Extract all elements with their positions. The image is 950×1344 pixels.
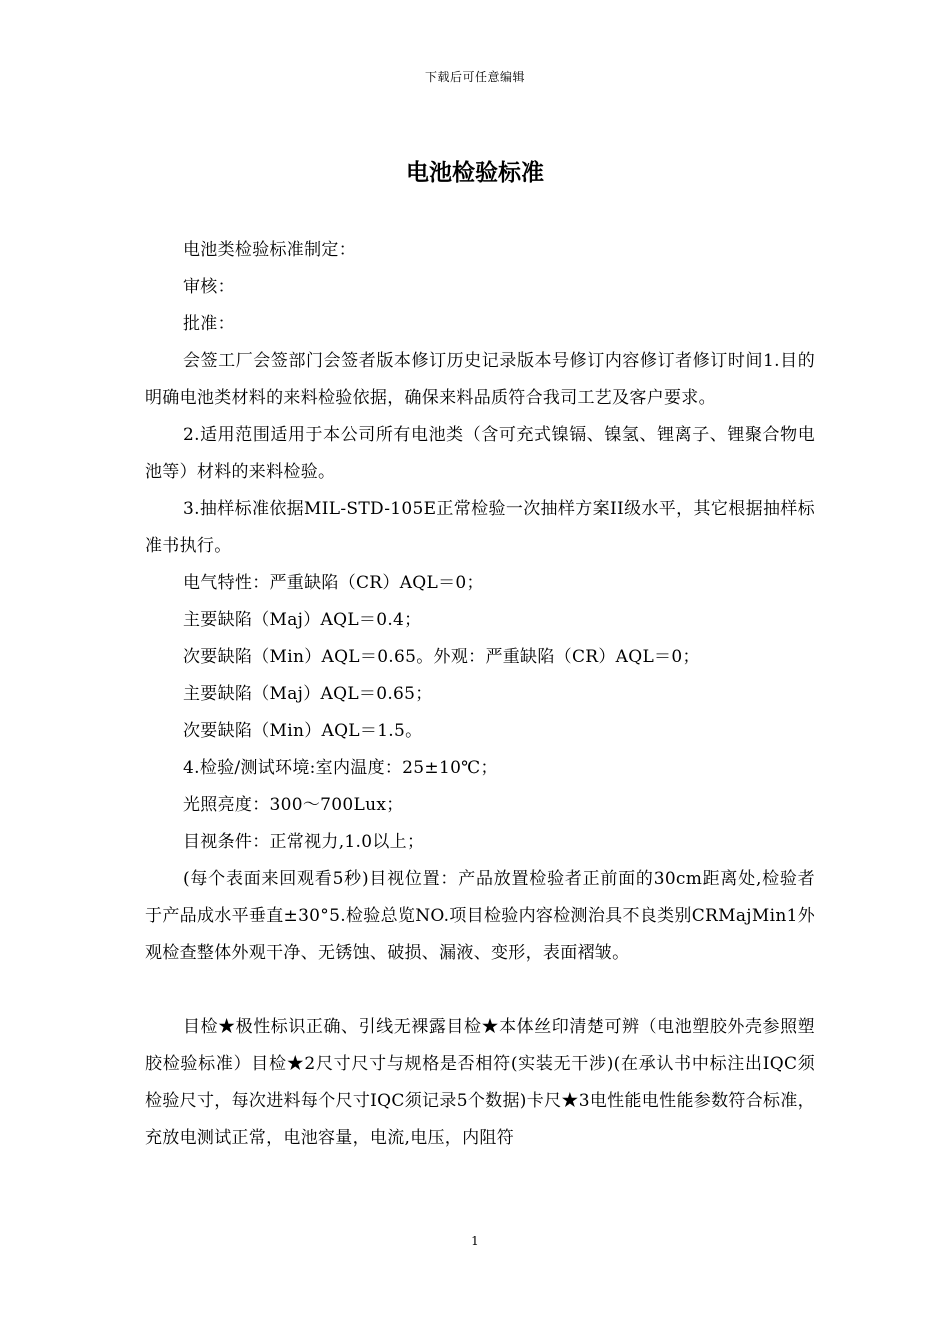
paragraph-purpose: 会签工厂会签部门会签者版本修订历史记录版本号修订内容修订者修订时间1.目的明确电池类材料的来料检验依据，确保来料品质符合我司工艺及客户要求。 [145,351,815,408]
paragraph-appearance-min: 次要缺陷（Min）AQL＝1.5。 [183,721,423,741]
document-body [145,232,815,1157]
paragraph-electrical-cr: 电气特性：严重缺陷（CR）AQL＝0； [183,573,484,593]
paragraph-electrical-maj: 主要缺陷（Maj）AQL＝0.4； [183,610,422,630]
paragraph-environment: 4.检验/测试环境:室内温度：25±10℃； [183,758,498,778]
page-number: 1 [471,1234,479,1248]
paragraph-lighting: 光照亮度：300～700Lux； [183,795,404,815]
header-note: 下载后可任意编辑 [424,70,525,84]
paragraph-sampling: 3.抽样标准依据MIL-STD-105E正常检验一次抽样方案II级水平，其它根据抽样标准书执行。 [145,499,815,556]
paragraph-electrical-min: 次要缺陷（Min）AQL＝0.65。外观：严重缺陷（CR）AQL＝0； [183,647,700,667]
paragraph-appearance-maj: 主要缺陷（Maj）AQL＝0.65； [183,684,433,704]
paragraph-vision: 目视条件：正常视力,1.0以上； [183,832,425,852]
paragraph-standard-author: 电池类检验标准制定： [183,240,356,260]
paragraph-gap [145,972,815,1009]
paragraph-approval: 批准： [183,314,235,334]
paragraph-inspection-items: 目检★极性标识正确、引线无裸露目检★本体丝印清楚可辨（电池塑胶外壳参照塑胶检验标准）目检★2尺寸尺寸与规格是否相符(实装无干涉)(在承认书中标注出IQC须检验尺寸，每次进料每个尺寸IQC须记录5个数据)卡尺★3电性能电性能参数符合标准，充放电测试正常，电池容量，电流,电压，内阻符 [145,1017,815,1148]
paragraph-review: 审核： [183,277,235,297]
paragraph-inspection-overview: (每个表面来回观看5秒)目视位置：产品放置检验者正前面的30cm距离处,检验者于产品成水平垂直±30°5.检验总览NO.项目检验内容检测治具不良类别CRMajMin1外观检查整体外观干净、无锈蚀、破损、漏液、变形，表面褶皱。 [145,869,815,963]
document-title: 电池检验标准 [406,159,544,186]
paragraph-scope: 2.适用范围适用于本公司所有电池类（含可充式镍镉、镍氢、锂离子、锂聚合物电池等）材料的来料检验。 [145,425,815,482]
